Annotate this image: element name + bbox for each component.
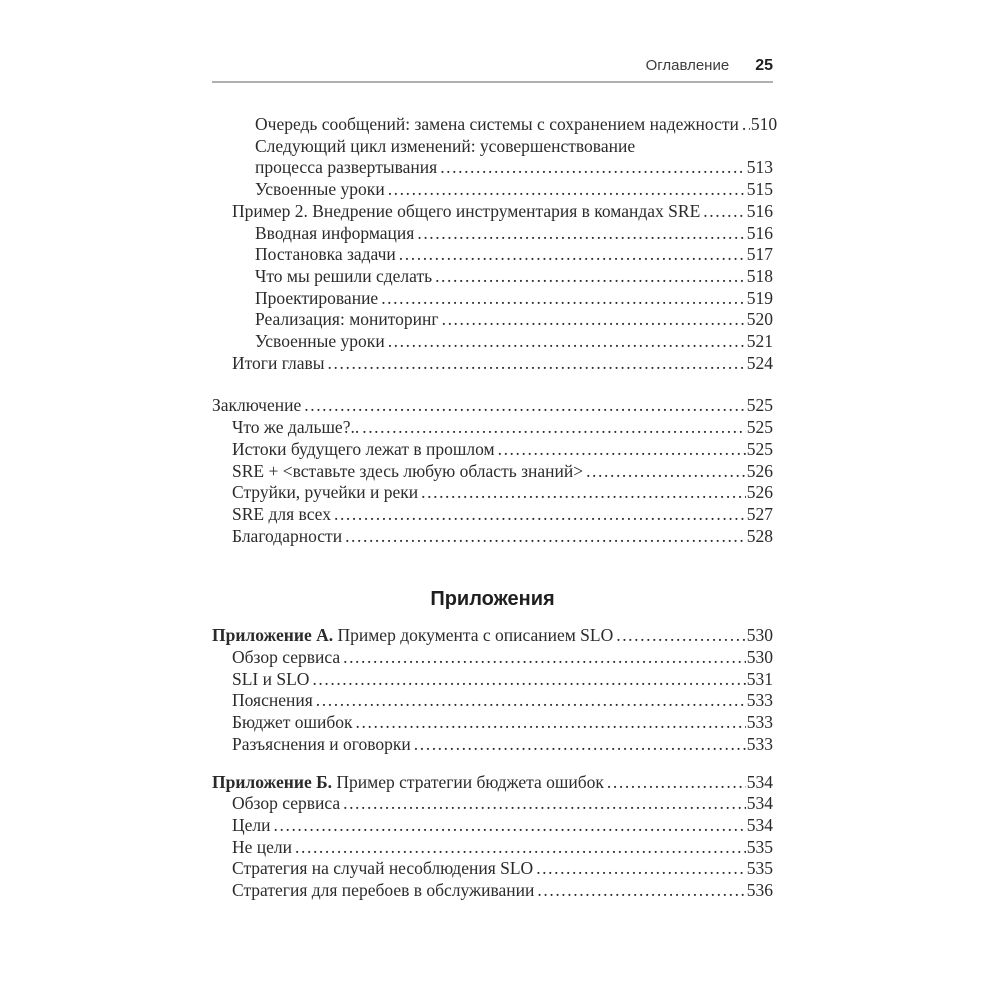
dot-leader — [388, 331, 746, 353]
toc-entry — [212, 309, 773, 331]
toc-entry-page: 535 — [746, 836, 773, 857]
dot-leader — [417, 223, 745, 245]
toc-entry — [212, 625, 773, 647]
toc-entry — [212, 353, 773, 375]
toc-entry — [212, 669, 773, 691]
dot-leader — [334, 504, 746, 526]
toc-entry-title: Очередь сообщений: замена системы с сохранением надежности — [255, 114, 739, 134]
toc-entry-title: Усвоенные уроки — [255, 179, 385, 200]
toc-entry-title-rest: Пример стратегии бюджета ошибок — [332, 771, 604, 792]
toc-entry-page: 516 — [746, 222, 773, 243]
dot-leader — [312, 669, 745, 691]
toc-entry-page: 534 — [746, 793, 773, 814]
toc-entry-title: Истоки будущего лежат в прошлом — [232, 438, 495, 459]
dot-leader — [399, 244, 746, 266]
toc-entry-title: Разъяснения и оговорки — [232, 733, 411, 754]
toc-entry — [212, 690, 773, 712]
toc-entry — [212, 179, 773, 201]
toc-entry-page: 516 — [746, 200, 773, 221]
toc-entry — [212, 504, 773, 526]
toc-entry-page: 518 — [746, 265, 773, 286]
table-of-contents — [212, 114, 778, 902]
dot-leader — [536, 858, 746, 880]
toc-entry-title — [212, 625, 613, 647]
toc-entry-title: Пример 2. Внедрение общего инструментария в командах SRE — [232, 200, 701, 221]
toc-entry-page: 526 — [746, 482, 773, 503]
toc-entry-title: Струйки, ручейки и реки — [232, 482, 419, 503]
toc-entry-title: Усвоенные уроки — [255, 331, 385, 352]
toc-entry — [212, 288, 773, 310]
dot-leader — [537, 880, 745, 902]
dot-leader — [586, 461, 746, 483]
dot-leader — [414, 734, 746, 756]
toc-entry — [212, 837, 773, 859]
toc-entry-title: Проектирование — [255, 287, 379, 308]
toc-entry-page: 534 — [746, 814, 773, 835]
toc-entry — [212, 793, 773, 815]
toc-entry-page: 530 — [746, 625, 773, 646]
dot-leader — [440, 157, 746, 179]
toc-entry-title: Что же дальше?.. — [232, 417, 360, 438]
dot-leader — [381, 288, 746, 310]
toc-group-appendix-a — [212, 625, 773, 755]
dot-leader — [304, 395, 746, 417]
toc-entry-page: 521 — [746, 331, 773, 352]
dot-leader — [435, 266, 746, 288]
toc-entry — [212, 136, 773, 179]
dot-leader — [703, 201, 745, 223]
toc-entry — [212, 201, 773, 223]
toc-entry-line2 — [255, 157, 773, 179]
toc-entry-title-line2: процесса развертывания — [255, 157, 438, 178]
toc-entry-title: Постановка задачи — [255, 244, 396, 265]
toc-entry-title: Следующий цикл изменений: усовершенствование — [255, 135, 636, 156]
toc-entry-page: 510 — [750, 114, 778, 134]
dot-leader — [343, 647, 746, 669]
toc-entry — [212, 461, 773, 483]
toc-group-conclusion — [212, 395, 773, 547]
toc-entry — [212, 244, 773, 266]
dot-leader — [274, 815, 746, 837]
toc-entry-title: Не цели — [232, 836, 293, 857]
dot-leader — [442, 309, 746, 331]
toc-entry-page: 533 — [746, 712, 773, 733]
toc-entry-page: 525 — [746, 395, 773, 416]
toc-entry-title: Стратегия для перебоев в обслуживании — [232, 880, 535, 901]
toc-entry-page: 520 — [746, 309, 773, 330]
toc-entry-page: 525 — [746, 438, 773, 459]
toc-entry-title: Бюджет ошибок — [232, 712, 353, 733]
page-header — [212, 57, 773, 74]
dot-leader — [356, 712, 746, 734]
toc-entry — [212, 815, 773, 837]
toc-entry-page: 524 — [746, 352, 773, 373]
toc-entry — [212, 395, 773, 417]
toc-entry-page: 533 — [746, 690, 773, 711]
toc-entry-title: SRE для всех — [232, 503, 331, 524]
dot-leader — [362, 417, 746, 439]
toc-entry — [212, 266, 773, 288]
toc-entry — [212, 331, 773, 353]
dot-leader — [421, 482, 746, 504]
toc-entry-page: 519 — [746, 287, 773, 308]
toc-group-appendix-b — [212, 772, 773, 902]
toc-entry-title: SLI и SLO — [232, 668, 310, 689]
header-rule — [212, 81, 773, 83]
dot-leader — [328, 353, 746, 375]
toc-entry-title: Пояснения — [232, 690, 313, 711]
toc-entry-title: Реализация: мониторинг — [255, 309, 439, 330]
toc-entry — [212, 114, 778, 136]
toc-entry-page: 525 — [746, 417, 773, 438]
dot-leader — [388, 179, 746, 201]
toc-entry-title: Цели — [232, 814, 271, 835]
header-page-number: 25 — [755, 57, 773, 74]
dot-leader — [616, 625, 746, 647]
toc-entry-page: 527 — [746, 503, 773, 524]
toc-entry — [212, 223, 773, 245]
dot-leader — [345, 526, 746, 548]
toc-entry — [212, 417, 773, 439]
dot-leader — [742, 114, 750, 136]
toc-entry-page: 513 — [746, 157, 773, 178]
toc-entry-page: 530 — [746, 647, 773, 668]
toc-entry — [212, 526, 773, 548]
toc-entry — [212, 734, 773, 756]
toc-entry — [212, 712, 773, 734]
toc-entry-page: 534 — [746, 771, 773, 792]
page-content — [212, 57, 778, 902]
toc-entry-page: 515 — [746, 179, 773, 200]
appendices-section-heading: Приложения — [430, 588, 555, 611]
header-title: Оглавление — [645, 57, 730, 74]
toc-entry — [212, 880, 773, 902]
toc-entry-title: Итоги главы — [232, 352, 325, 373]
toc-entry-page: 535 — [746, 858, 773, 879]
toc-entry-title — [212, 772, 604, 794]
dot-leader — [316, 690, 746, 712]
toc-entry-title: Стратегия на случай несоблюдения SLO — [232, 858, 534, 879]
toc-entry-page: 531 — [746, 668, 773, 689]
dot-leader — [295, 837, 746, 859]
toc-entry-title: Что мы решили сделать — [255, 265, 433, 286]
toc-entry-title-bold: Приложение Б. — [212, 771, 333, 792]
toc-entry — [212, 772, 773, 794]
toc-entry-title: Обзор сервиса — [232, 793, 341, 814]
toc-entry-title: Благодарности — [232, 525, 343, 546]
toc-entry-page: 536 — [746, 880, 773, 901]
toc-entry-page: 526 — [746, 460, 773, 481]
toc-entry-title-bold: Приложение А. — [212, 625, 334, 646]
dot-leader — [343, 793, 746, 815]
toc-entry-page: 528 — [746, 525, 773, 546]
toc-entry-title: Обзор сервиса — [232, 647, 341, 668]
dot-leader — [607, 772, 746, 794]
toc-entry — [212, 439, 773, 461]
toc-entry-page: 517 — [746, 244, 773, 265]
dot-leader — [498, 439, 746, 461]
toc-entry-page: 533 — [746, 733, 773, 754]
toc-entry — [212, 482, 773, 504]
toc-entry-title: Вводная информация — [255, 222, 415, 243]
toc-entry — [212, 647, 773, 669]
toc-entry-title-rest: Пример документа с описанием SLO — [333, 625, 614, 646]
toc-group-examples — [212, 114, 778, 374]
toc-entry — [212, 858, 773, 880]
toc-entry-title: Заключение — [212, 395, 302, 416]
toc-entry-title: SRE + <вставьте здесь любую область знаний> — [232, 460, 584, 481]
